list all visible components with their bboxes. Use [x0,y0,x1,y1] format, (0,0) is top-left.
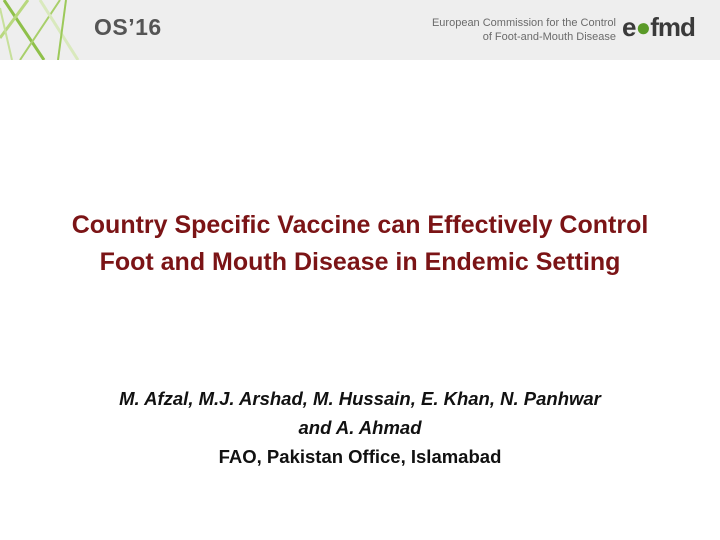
conference-label: OS’16 [94,14,162,40]
title-line2: Foot and Mouth Disease in Endemic Setting [99,248,621,276]
logo-suffix: fmd [650,12,695,42]
organization-name-line2: of Foot-and-Mouth Disease [482,31,616,43]
leaf-icon: ● [635,12,651,42]
title-line1: Country Specific Vaccine can Effectively Control [71,211,649,239]
authors-line2: and A. Ahmad [298,417,422,438]
eufmd-logo [622,12,695,43]
authors-line1: M. Afzal, M.J. Arshad, M. Hussain, E. Khan, N. Panhwar [119,388,601,409]
decorative-lines-graphic [0,0,90,60]
organization-name-line1: European Commission for the Control [431,17,616,29]
organization-name [432,16,616,44]
logo-prefix: e [622,12,636,42]
affiliation: FAO, Pakistan Office, Islamabad [218,446,502,467]
slide-header [0,0,720,60]
authors-block [20,384,700,471]
slide-title [20,207,700,281]
